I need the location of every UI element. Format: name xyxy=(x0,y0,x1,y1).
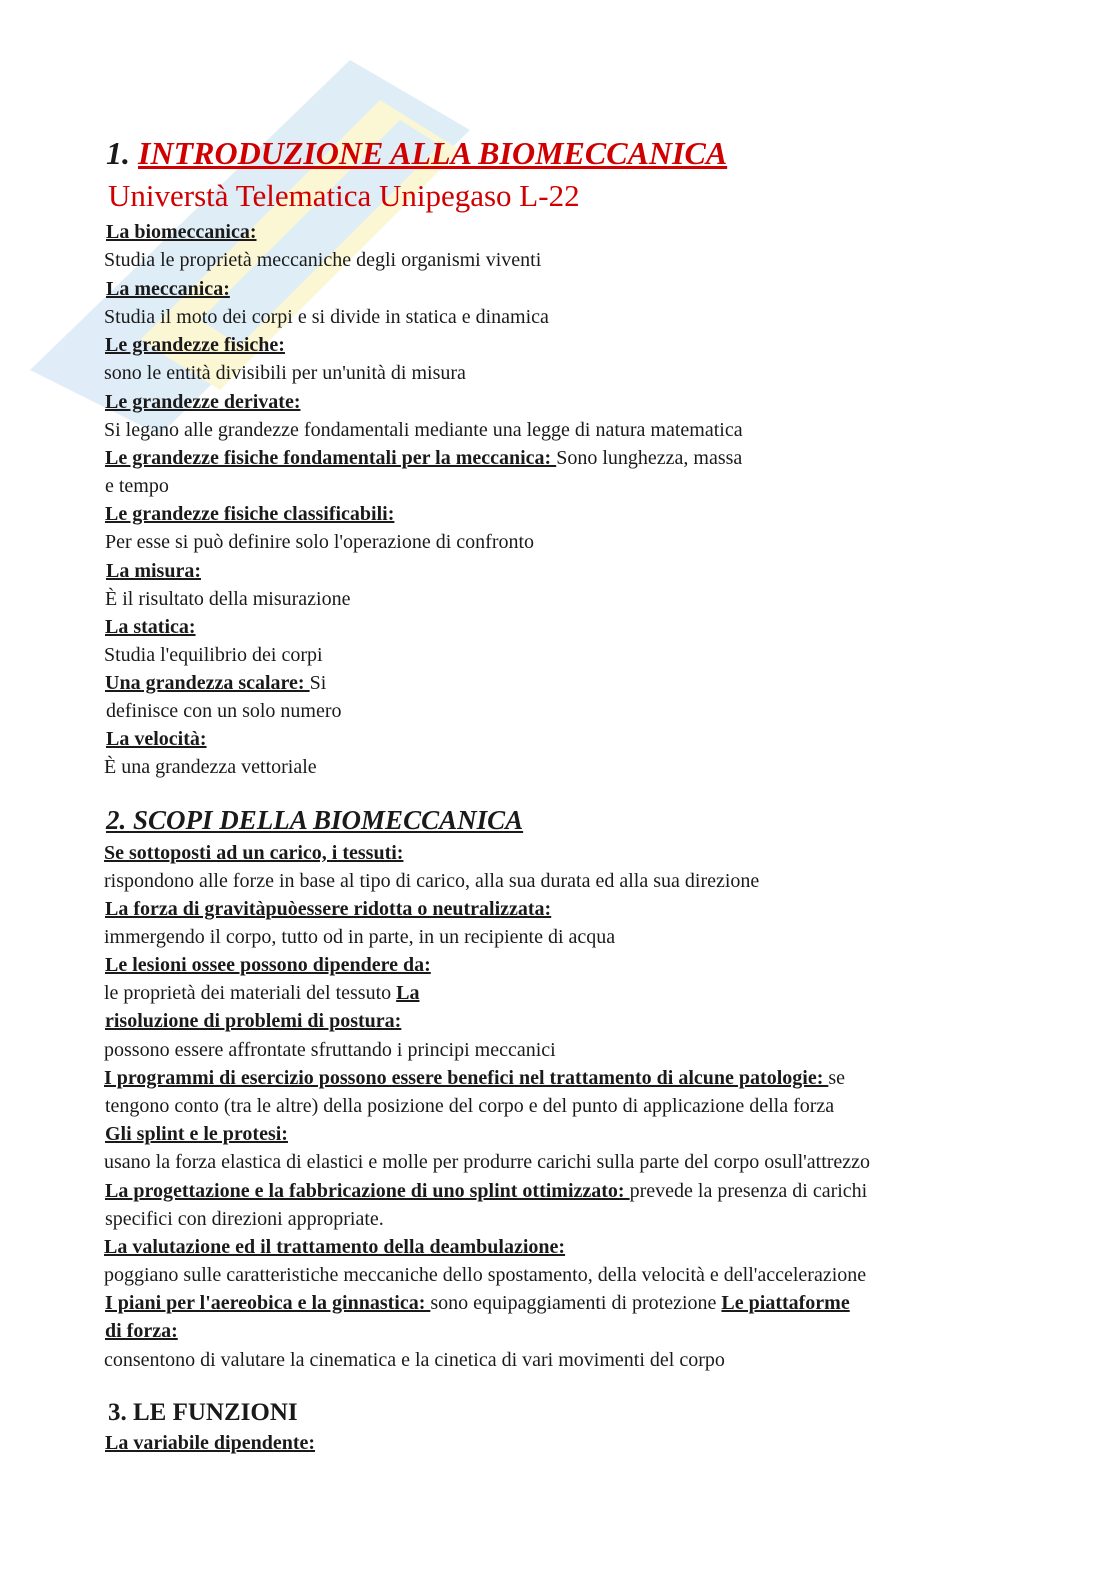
item-label: La variabile dipendente: xyxy=(105,1432,316,1454)
item-label: La valutazione ed il trattamento della deambulazione: xyxy=(104,1236,566,1258)
item-label: Gli splint e le protesi: xyxy=(105,1123,288,1145)
item-text: possono essere affrontate sfruttando i principi meccanici xyxy=(104,1039,556,1061)
item-label: di forza: xyxy=(105,1320,178,1342)
item-label: Le grandezze fisiche fondamentali per la meccanica: Sono lunghezza, massa xyxy=(105,447,743,469)
item-text: tengono conto (tra le altre) della posizione del corpo e del punto di applicazione della forza xyxy=(105,1095,835,1117)
item-label: Le grandezze fisiche: xyxy=(105,334,285,356)
item-text: le proprietà dei materiali del tessuto La xyxy=(104,982,420,1004)
item-text: immergendo il corpo, tutto od in parte, in un recipiente di acqua xyxy=(104,926,616,948)
item-label: La meccanica: xyxy=(106,278,230,300)
item-label: Se sottoposti ad un carico, i tessuti: xyxy=(104,842,404,864)
item-text: È il risultato della misurazione xyxy=(105,588,351,610)
item-text: rispondono alle forze in base al tipo di carico, alla sua durata ed alla sua direzione xyxy=(104,870,760,892)
item-label: Le lesioni ossee possono dipendere da: xyxy=(105,954,431,976)
university-subtitle: Universtà Telematica Unipegaso L-22 xyxy=(108,178,580,213)
item-label: Le grandezze derivate: xyxy=(105,391,301,413)
item-label: La velocità: xyxy=(106,728,207,750)
item-text: e tempo xyxy=(105,475,169,497)
item-label: La misura: xyxy=(106,560,201,582)
section1-number: 1. xyxy=(106,135,138,171)
item-text: usano la forza elastica di elastici e molle per produrre carichi sulla parte del corpo osull'attrezzo xyxy=(104,1151,871,1173)
item-text: Studia le proprietà meccaniche degli organismi viventi xyxy=(104,249,542,271)
section3-title: 3. LE FUNZIONI xyxy=(108,1399,298,1426)
item-label: La biomeccanica: xyxy=(106,221,257,243)
item-label: risoluzione di problemi di postura: xyxy=(105,1010,402,1032)
item-label: I programmi di esercizio possono essere benefici nel trattamento di alcune patologie: se xyxy=(104,1067,846,1089)
item-text: Studia il moto dei corpi e si divide in statica e dinamica xyxy=(104,306,549,328)
item-text: consentono di valutare la cinematica e la cinetica di vari movimenti del corpo xyxy=(104,1349,725,1371)
item-text: Per esse si può definire solo l'operazione di confronto xyxy=(105,531,535,553)
item-text: È una grandezza vettoriale xyxy=(104,756,317,778)
item-label: Le grandezze fisiche classificabili: xyxy=(105,503,395,525)
section1-title: INTRODUZIONE ALLA BIOMECCANICA xyxy=(138,135,728,171)
item-text: specifici con direzioni appropriate. xyxy=(105,1208,384,1230)
item-label: La statica: xyxy=(105,616,196,638)
section2-title: 2. SCOPI DELLA BIOMECCANICA xyxy=(106,805,524,835)
item-label: Una grandezza scalare: Si xyxy=(105,672,327,694)
item-label: La forza di gravitàpuòessere ridotta o neutralizzata: xyxy=(105,898,552,920)
item-label: I piani per l'aereobica e la ginnastica: sono equipaggiamenti di protezione Le piattaforme xyxy=(105,1292,850,1314)
item-text: poggiano sulle caratteristiche meccaniche dello spostamento, della velocità e dell'accelerazione xyxy=(104,1264,867,1286)
item-text: sono le entità divisibili per un'unità di misura xyxy=(104,362,466,384)
section1-heading xyxy=(106,132,727,174)
item-text: Studia l'equilibrio dei corpi xyxy=(104,644,323,666)
item-text: Si legano alle grandezze fondamentali mediante una legge di natura matematica xyxy=(104,419,743,441)
item-text: definisce con un solo numero xyxy=(106,700,342,722)
item-label: La progettazione e la fabbricazione di uno splint ottimizzato: prevede la presenza di carichi xyxy=(105,1180,868,1202)
